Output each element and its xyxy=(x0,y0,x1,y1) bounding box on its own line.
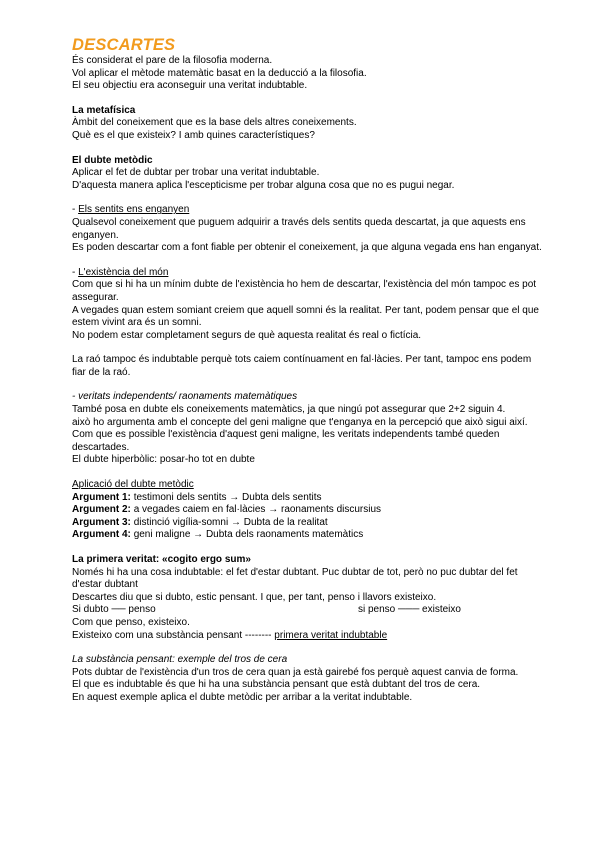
document-body xyxy=(72,36,542,705)
subsection-heading-substancia: La substància pensant: exemple del tros de cera xyxy=(72,654,288,666)
conclusion-text: Existeixo com una substància pensant -------- xyxy=(72,629,275,641)
paragraph: Es poden descartar com a font fiable per obtenir el coneixement, ja que alguna vegada ens han enganyat. xyxy=(72,242,542,254)
subsection-heading-veritats: - veritats independents/ raonaments matemàtiques xyxy=(72,391,298,403)
paragraph-line: Aplicar el fet de dubtar per trobar una veritat indubtable. xyxy=(72,167,320,179)
paragraph: Descartes diu que si dubto, estic pensant. I que, per tant, penso i llavors existeixo. xyxy=(72,591,437,603)
argument-text: a vegades caiem en fal·làcies → raonaments discursius xyxy=(133,504,382,516)
paragraph-rao: La raó tampoc és indubtable perquè tots caiem contínuament en fal·làcies. Per tant, tampoc ens podem fiar de la raó. xyxy=(72,354,532,378)
bullet-dash: - xyxy=(72,266,79,278)
argument-text: distinció vigília-somni → Dubta de la realitat xyxy=(133,516,328,528)
reasoning-row xyxy=(72,604,542,617)
argument-line xyxy=(72,517,542,530)
argument-line xyxy=(72,492,542,505)
section-heading-metafisica: La metafísica xyxy=(72,104,136,116)
paragraph: Com que penso, existeixo. xyxy=(72,616,190,628)
section-heading-primera-veritat: La primera veritat: «cogito ergo sum» xyxy=(72,554,251,565)
paragraph: Pots dubtar de l'existència d'un tros de cera quan ja està gairebé fos perquè aquest canvia de forma. xyxy=(72,666,519,678)
argument-text: testimoni dels sentits → Dubta dels sentits xyxy=(133,491,322,503)
argument-line xyxy=(72,504,542,517)
argument-label: Argument 1: xyxy=(72,491,131,503)
paragraph: A vegades quan estem somiant creiem que aquell somni és la realitat. Per tant, podem pensar que el que estem vivint ara és un somni. xyxy=(72,304,539,329)
paragraph-line: Àmbit del coneixement que es la base dels altres coneixements. xyxy=(72,117,357,129)
reasoning-left: Si dubto ── penso xyxy=(72,604,156,616)
paragraph-line: D'aquesta manera aplica l'escepticisme per trobar alguna cosa que no es pugui negar. xyxy=(72,179,455,191)
paragraph: El dubte hiperbòlic: posar-ho tot en dubte xyxy=(72,454,255,466)
argument-label: Argument 3: xyxy=(72,516,131,528)
bullet-dash: - xyxy=(72,204,79,216)
subsection-heading-sentits xyxy=(72,204,542,217)
reasoning-right: si penso ─── existeixo xyxy=(358,604,461,616)
paragraph: El que es indubtable és que hi ha una substància pensant que està dubtant del tros de cera. xyxy=(72,679,481,691)
paragraph: Només hi ha una cosa indubtable: el fet d'estar dubtant. Puc dubtar de tot, però no puc dubtar del fet d'estar dubtant xyxy=(72,566,518,591)
paragraph: En aquest exemple aplica el dubte metòdic per arribar a la veritat indubtable. xyxy=(72,691,413,703)
intro-line: Vol aplicar el mètode matemàtic basat en la deducció a la filosofia. xyxy=(72,67,367,79)
intro-line: És considerat el pare de la filosofia moderna. xyxy=(72,55,273,66)
section-heading-aplicacio: Aplicació del dubte metòdic xyxy=(72,479,194,491)
paragraph-line: Què es el que existeix? I amb quines característiques? xyxy=(72,129,315,141)
paragraph: També posa en dubte els coneixements matemàtics, ja que ningú pot assegurar que 2+2 siguin 4. xyxy=(72,404,506,416)
subsection-title: Els sentits ens enganyen xyxy=(78,204,190,216)
intro-line: El seu objectiu era aconseguir una veritat indubtable. xyxy=(72,80,308,92)
argument-text: geni maligne → Dubta dels raonaments matemàtics xyxy=(133,529,364,541)
subsection-heading-existencia xyxy=(72,267,542,280)
paragraph: això ho argumenta amb el concepte del geni maligne que t'enganya en la percepció que això sigui així. Com que es possible l'existència d'aquest geni maligne, les veritats independents també queden descartades. xyxy=(72,416,528,453)
argument-line xyxy=(72,529,542,542)
section-heading-dubte: El dubte metòdic xyxy=(72,154,153,166)
subsection-title: L'existència del món xyxy=(78,266,169,278)
paragraph: Com que si hi ha un mínim dubte de l'existència ho hem de descartar, l'existència del món tampoc es pot assegurar. xyxy=(72,279,537,303)
paragraph: Qualsevol coneixement que puguem adquirir a través dels sentits queda descartat, ja que aquests ens enganyen. xyxy=(72,216,526,241)
argument-label: Argument 4: xyxy=(72,529,131,541)
conclusion-highlight: primera veritat indubtable xyxy=(274,629,388,641)
paragraph-conclusion xyxy=(72,630,542,643)
page-title: DESCARTES xyxy=(72,36,176,54)
argument-label: Argument 2: xyxy=(72,504,131,516)
paragraph: No podem estar completament segurs de què aquesta realitat és real o fictícia. xyxy=(72,329,422,341)
